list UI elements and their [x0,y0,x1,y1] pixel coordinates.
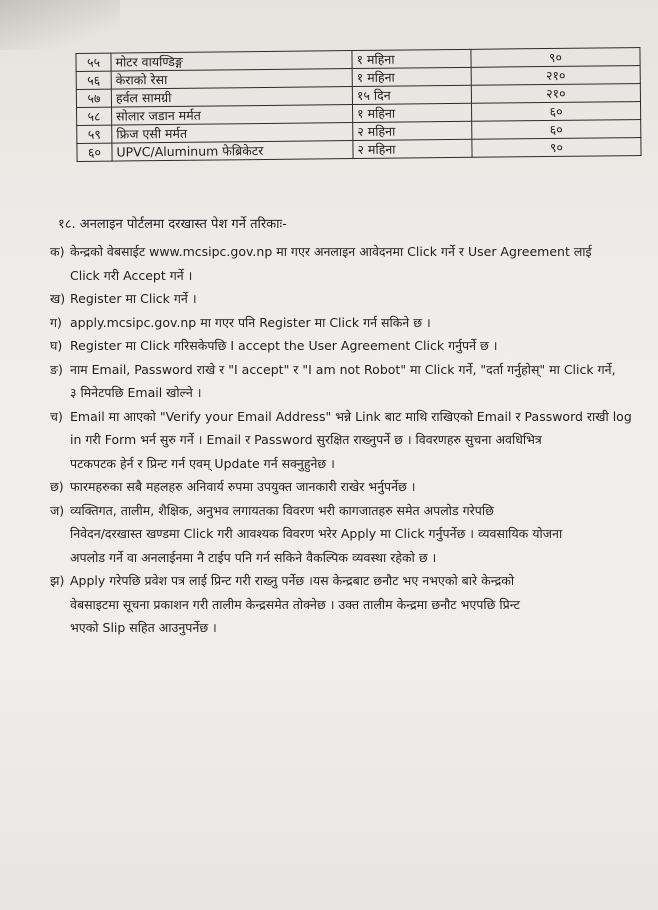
training-duration: २ महिना [353,139,472,158]
step-gha [50,334,640,358]
step-marker: क) [50,244,65,259]
training-fee: ९० [472,138,641,158]
step-ja [50,499,640,570]
step-line: पटकपटक हेर्न र प्रिन्ट गर्न एवम् Update गर्न सक्नुहुनेछ । [70,455,335,471]
step-kha [50,287,640,311]
training-duration: १ महिना [353,103,472,122]
step-marker: ख) [50,291,66,306]
step-line: Register मा Click गरिसकेपछि I accept the User Agreement Click गर्नुपर्ने छ । [70,338,498,353]
training-fee: २१० [471,84,640,104]
step-marker: च) [50,408,63,424]
step-jha [50,569,640,640]
steps-list [50,240,640,640]
step-line: वेबसाइटमा सूचना प्रकाशन गरी तालीम केन्द्रसमेत तोक्नेछ । उक्त तालीम केन्द्रमा छनौट भएपछि प्रिन्ट [70,596,520,612]
row-number: ५८ [77,107,112,125]
training-name: केराको रेसा [111,69,352,90]
step-line: Click गरी Accept गर्ने । [70,267,193,283]
row-number: ५५ [76,53,111,71]
step-chha [50,475,640,499]
training-duration: १ महिना [352,49,471,68]
training-fee: ६० [472,120,641,140]
section-heading: १८. अनलाइन पोर्टलमा दरखास्त पेश गर्ने तरिकाः- [58,217,287,232]
step-line: नाम Email, Password राखे र "I accept" र "I am not Robot" मा Click गर्ने, "दर्ता गर्नुहोस्" मा Click गर्ने, [70,361,616,377]
step-marker: झ) [50,573,65,588]
step-marker: ज) [50,502,65,518]
fee-table [75,47,641,162]
step-marker: ङ) [50,361,63,377]
step-line: ३ मिनेटपछि Email खोल्ने । [70,385,202,400]
step-line: अपलोड गर्ने वा अनलाईनमा नै टाईप पनि गर्न सकिने वैकल्पिक व्यवस्था रहेको छ । [70,549,437,565]
step-nga [50,358,640,405]
training-fee: ६० [471,102,640,122]
step-marker: छ) [50,479,64,494]
step-ga [50,311,640,335]
training-duration: २ महिना [353,121,472,140]
step-line: व्यक्तिगत, तालीम, शैक्षिक, अनुभव लगायतका विवरण भरी कागजातहरु समेत अपलोड गरेपछि [70,502,494,518]
row-number: ५६ [76,71,111,89]
row-number: ५७ [76,89,111,107]
row-number: ५९ [77,125,112,143]
training-name: सोलार जडान मर्मत [112,105,353,126]
training-duration: १५ दिन [352,85,471,104]
step-line: Email मा आएको "Verify your Email Address" भन्ने Link बाट माथि राखिएको Email र Password राखी log [70,408,632,424]
step-marker: घ) [50,338,63,353]
training-duration: १ महिना [352,67,471,86]
training-fee: २१० [471,66,640,86]
step-line: Apply गरेपछि प्रवेश पत्र लाई प्रिन्ट गरी राख्नु पर्नेछ ।यस केन्द्रबाट छनौट भए नभएको बारे केन्द्रको [70,573,515,588]
step-line: निवेदन/दरखास्त खण्डमा Click गरी आवश्यक विवरण भरेर Apply मा Click गर्नुपर्नेछ । व्यवसायिक योजना [70,526,563,541]
step-line: apply.mcsipc.gov.np मा गएर पनि Register मा Click गर्न सकिने छ । [70,314,431,330]
training-name: UPVC/Aluminum फेब्रिकेटर [112,141,353,162]
step-line: फारमहरुका सबै महलहरु अनिवार्य रुपमा उपयुक्त जानकारी राखेर भर्नुपर्नेछ । [70,479,416,494]
training-fee: ९० [471,48,640,68]
training-name: हर्वल सामग्री [111,87,352,108]
step-line: भएको Slip सहित आउनुपर्नेछ । [70,620,217,635]
step-line: Register मा Click गर्ने । [70,291,197,306]
step-ka [50,240,640,287]
training-name: मोटर वायण्डिङ्ग [111,51,352,72]
step-line: केन्द्रको वेबसाईट www.mcsipc.gov.np मा गएर अनलाइन आवेदनमा Click गर्ने र User Agreement लाई [70,244,592,259]
step-marker: ग) [50,314,62,330]
step-cha [50,405,640,476]
training-name: फ्रिज एसी मर्मत [112,123,353,144]
step-line: in गरी Form भर्न सुरु गर्ने । Email र Password सुरक्षित राख्नुपर्ने छ । विवरणहरु सुचना अवधिभित्र [70,432,542,447]
row-number: ६० [77,143,112,161]
